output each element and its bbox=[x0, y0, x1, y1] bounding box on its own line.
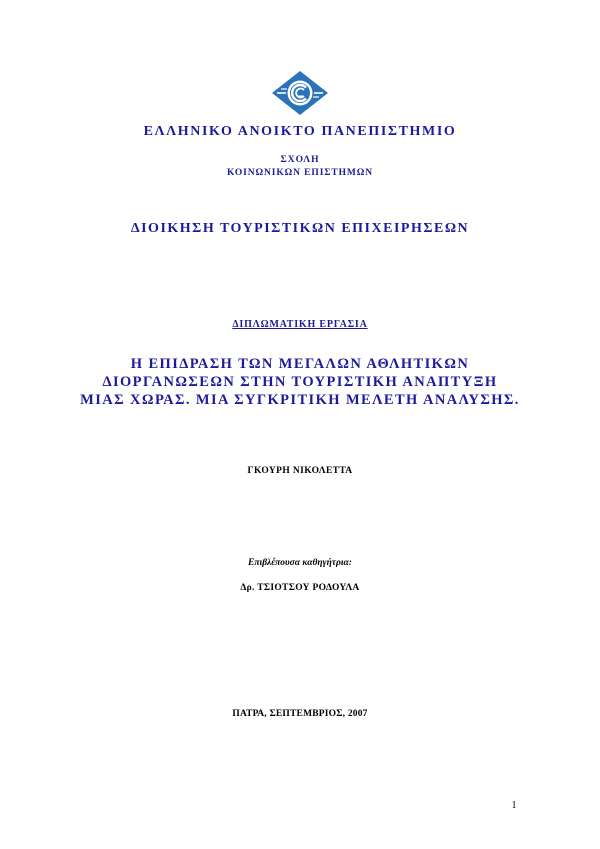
thesis-title bbox=[0, 355, 600, 409]
program-name: ΔΙΟΙΚΗΣΗ ΤΟΥΡΙΣΤΙΚΩΝ ΕΠΙΧΕΙΡΗΣΕΩΝ bbox=[130, 221, 470, 236]
school-label: ΣΧΟΛΗ bbox=[280, 155, 320, 165]
supervisor-name: Δρ. ΤΣΙΟΤΣΟΥ ΡΟΔΟΥΛΑ bbox=[240, 583, 360, 593]
thesis-title-line: ΜΙΑΣ ΧΩΡΑΣ. ΜΙΑ ΣΥΓΚΡΙΤΙΚΗ ΜΕΛΕΤΗ ΑΝΑΛΥΣΗΣ. bbox=[80, 392, 520, 408]
thesis-type: ΔΙΠΛΩΜΑΤΙΚΗ ΕΡΓΑΣΙΑ bbox=[232, 319, 368, 330]
university-emblem-icon bbox=[271, 70, 329, 116]
place-date: ΠΑΤΡΑ, ΣΕΠΤΕΜΒΡΙΟΣ, 2007 bbox=[232, 709, 368, 719]
thesis-title-line: ΔΙΟΡΓΑΝΩΣΕΩΝ ΣΤΗΝ ΤΟΥΡΙΣΤΙΚΗ ΑΝΑΠΤΥΞΗ bbox=[102, 374, 498, 390]
thesis-title-line: Η ΕΠΙΔΡΑΣΗ ΤΩΝ ΜΕΓΑΛΩΝ ΑΘΛΗΤΙΚΩΝ bbox=[130, 356, 470, 372]
school-name: ΚΟΙΝΩΝΙΚΩΝ ΕΠΙΣΤΗΜΩΝ bbox=[226, 168, 374, 178]
supervisor-label: Επιβλέπουσα καθηγήτρια: bbox=[248, 558, 352, 568]
page-number: 1 bbox=[511, 800, 517, 811]
university-name: ΕΛΛΗΝΙΚΟ ΑΝΟΙΚΤΟ ΠΑΝΕΠΙΣΤΗΜΙΟ bbox=[143, 124, 457, 139]
author-name: ΓΚΟΥΡΗ ΝΙΚΟΛΕΤΤΑ bbox=[247, 466, 353, 476]
